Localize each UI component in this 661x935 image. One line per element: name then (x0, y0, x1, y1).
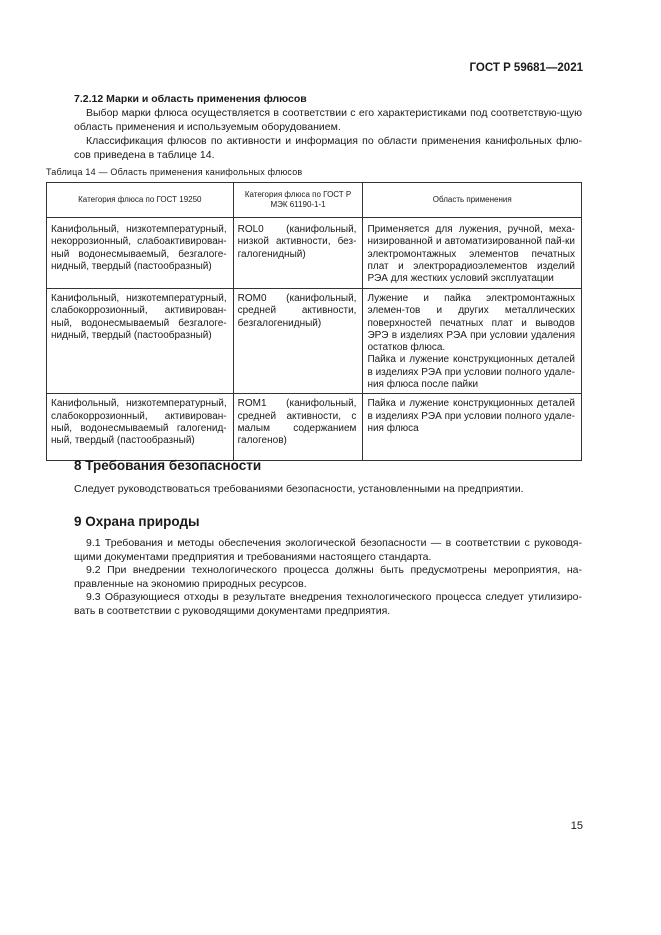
table-row (47, 394, 582, 461)
section-7-2-12-title: 7.2.12 Марки и область применения флюсов (74, 93, 307, 105)
table-row (47, 289, 582, 394)
cell-gost-category: Канифольный, низкотемпературный, слабокоррозионный, активирован-ный, водонесмываемый галогенид-ный, твердый (пастообразный) (47, 394, 234, 461)
table-row (47, 218, 582, 289)
cell-gost-category: Канифольный, низкотемпературный, слабокоррозионный, активирован-ный, водонесмываемый безгалоге-нидный, твердый (пастообразный) (47, 289, 234, 394)
section-8-title: 8 Требования безопасности (74, 458, 262, 473)
section-7-2-12 (74, 92, 582, 162)
section-7-2-12-paragraph-1: Выбор марки флюса осуществляется в соответствии с его характеристиками под соответствую-щую область применения и используемым оборудованием. (74, 107, 582, 133)
cell-application (363, 289, 582, 394)
cell-iec-category: ROM0 (канифольный, средней активности, безгалогенидный) (233, 289, 363, 394)
column-header-gost: Категория флюса по ГОСТ 19250 (47, 183, 234, 218)
cell-iec-category: ROL0 (канифольный, низкой активности, без-галогенидный) (233, 218, 363, 289)
column-header-iec: Категория флюса по ГОСТ Р МЭК 61190-1-1 (233, 183, 363, 218)
section-9-paragraph-1: 9.1 Требования и методы обеспечения экологической безопасности — в соответствии с руководя-щими документами предприятия и требованиями настоящего стандарта. (74, 537, 582, 563)
application-text: Пайка и лужение конструкционных деталей в изделиях РЭА при условии полного удале-ния флюса после пайки (367, 354, 575, 391)
table-header-row (47, 183, 582, 218)
cell-application: Пайка и лужение конструкционных деталей в изделиях РЭА при условии полного удале-ния флюса (363, 394, 582, 461)
table-caption: Таблица 14 — Область применения канифольных флюсов (46, 167, 303, 177)
section-9-paragraph-3: 9.3 Образующиеся отходы в результате внедрения технологического процесса следует утилизиро-вать в соответствии с руководящими документами предприятия. (74, 591, 582, 617)
flux-table (46, 182, 582, 461)
cell-iec-category: ROM1 (канифольный, средней активности, с малым содержанием галогенов) (233, 394, 363, 461)
section-7-2-12-paragraph-2: Классификация флюсов по активности и информация по области применения канифольных флю-сов приведена в таблице 14. (74, 135, 582, 161)
section-8-paragraph: Следует руководствоваться требованиями безопасности, установленными на предприятии. (74, 483, 524, 495)
application-text: Лужение и пайка электромонтажных элемен-тов и других металлических поверхностей печатных плат и выводов ЭРЭ в изделиях РЭА при условии удаления остатков флюса. (367, 293, 575, 354)
page-number: 15 (570, 820, 583, 832)
standard-code: ГОСТ Р 59681—2021 (469, 62, 583, 74)
section-9-title: 9 Охрана природы (74, 514, 200, 529)
cell-application: Применяется для лужения, ручной, меха-низированной и автоматизированной пай-ки электромонтажных элементов печатных плат и электрорадиоэлементов изделий РЭА для жестких условий эксплуатации (363, 218, 582, 289)
section-9-paragraph-2: 9.2 При внедрении технологического процесса должны быть предусмотрены мероприятия, на-правленные на экономию природных ресурсов. (74, 564, 582, 590)
column-header-application: Область применения (363, 183, 582, 218)
cell-gost-category: Канифольный, низкотемпературный, некоррозионный, слабоактивирован-ный водонесмываемый, безгалоге-нидный, твердый (пастообразный) (47, 218, 234, 289)
section-9-body (74, 537, 582, 618)
